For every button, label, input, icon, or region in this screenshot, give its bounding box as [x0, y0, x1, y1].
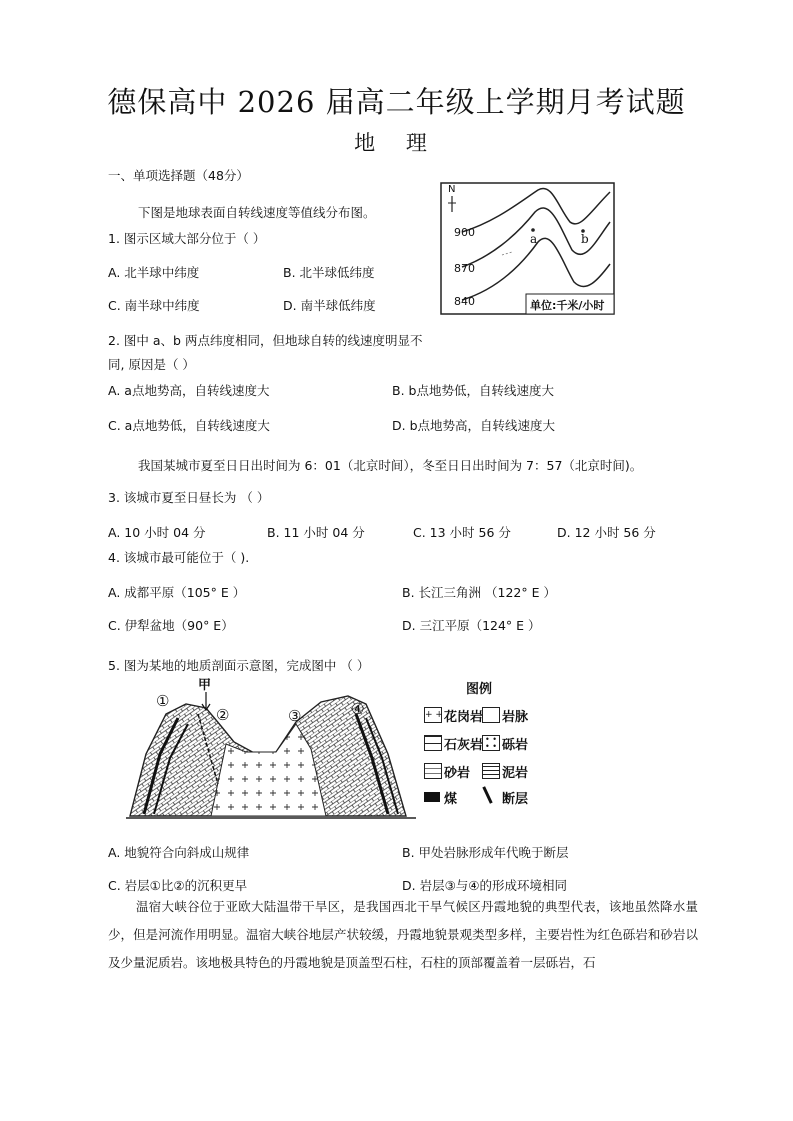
layer-1-label: ①	[156, 692, 170, 710]
legend-dike: 岩脉	[502, 710, 529, 725]
jia-label: 甲	[198, 678, 212, 693]
q5-stem: 5. 图为某地的地质剖面示意图，完成图中 （ ）	[108, 658, 370, 673]
q3-option-a: A. 10 小时 04 分	[108, 525, 206, 540]
q5-option-d: D. 岩层③与④的形成环境相同	[402, 878, 567, 893]
layer-2-label: ②	[216, 706, 230, 724]
page-title: 德保高中 2026 届高二年级上学期月考试题	[107, 85, 686, 119]
q3-stem: 3. 该城市夏至日昼长为 （ ）	[108, 490, 270, 505]
point-b-label: b	[581, 232, 589, 246]
conglomerate-swatch: • • • •	[482, 735, 500, 751]
intro-text-1: 下图是地球表面自转线速度等值线分布图。	[138, 205, 376, 220]
layer-4-label: ④	[351, 700, 365, 718]
q1-stem: 1. 图示区域大部分位于（ ）	[108, 231, 266, 246]
isoline-label-870: 870	[454, 262, 475, 275]
legend-granite: 花岗岩	[444, 710, 484, 725]
dike-swatch	[482, 707, 500, 723]
q2-option-b: B. b点地势低，自转线速度大	[392, 383, 554, 398]
geologic-section-figure	[126, 674, 540, 822]
legend-sandstone: 砂岩	[444, 766, 471, 781]
isoline-label-900: 900	[454, 226, 475, 239]
q2-stem-line2: 同, 原因是（ ）	[108, 357, 195, 372]
isoline-label-840: 840	[454, 295, 475, 308]
q5-option-a: A. 地貌符合向斜成山规律	[108, 845, 250, 860]
point-a-label: a	[530, 232, 538, 246]
q5-option-b: B. 甲处岩脉形成年代晚于断层	[402, 845, 569, 860]
rotation-speed-figure	[440, 182, 615, 315]
q2-option-a: A. a点地势高，自转线速度大	[108, 383, 270, 398]
limestone-swatch	[424, 735, 442, 751]
north-label: N	[448, 184, 456, 195]
legend-mudstone: 泥岩	[502, 766, 529, 781]
q4-option-d: D. 三江平原（124° E ）	[402, 618, 541, 633]
granite-swatch: + +	[424, 707, 442, 723]
q1-option-b: B. 北半球低纬度	[283, 265, 375, 280]
q4-option-a: A. 成都平原（105° E ）	[108, 585, 246, 600]
subject-heading: 地 理	[354, 131, 439, 155]
q4-stem: 4. 该城市最可能位于（ ).	[108, 550, 250, 565]
legend-conglomerate: 砾岩	[502, 738, 529, 753]
q1-option-d: D. 南半球低纬度	[283, 298, 376, 313]
q2-option-c: C. a点地势低，自转线速度大	[108, 418, 270, 433]
sandstone-swatch	[424, 763, 442, 779]
q3-option-b: B. 11 小时 04 分	[267, 525, 365, 540]
intro-text-2: 我国某城市夏至日日出时间为 6：01（北京时间），冬至日日出时间为 7：57（北京时间)。	[138, 458, 643, 473]
q3-option-c: C. 13 小时 56 分	[413, 525, 511, 540]
q1-option-c: C. 南半球中纬度	[108, 298, 200, 313]
q2-option-d: D. b点地势高，自转线速度大	[392, 418, 556, 433]
q4-option-b: B. 长江三角洲 （122° E ）	[402, 585, 556, 600]
reading-passage: 温宿大峡谷位于亚欧大陆温带干旱区，是我国西北干旱气候区丹霞地貌的典型代表，该地虽然降水量少，但是河流作用明显。温宿大峡谷地层产状较缓，丹霞地貌景观类型多样，主要岩性为红色砾岩和砂岩以及少量泥质岩。该地极具特色的丹霞地貌是顶盖型石柱，石柱的顶部覆盖着一层砾岩，石	[108, 899, 698, 970]
q2-stem-line1: 2. 图中 a、b 两点纬度相同，但地球自转的线速度明显不	[108, 333, 423, 348]
legend-limestone: 石灰岩	[444, 738, 484, 753]
layer-3-label: ③	[288, 707, 302, 725]
q5-option-c: C. 岩层①比②的沉积更早	[108, 878, 248, 893]
unit-label: 单位:千米/小时	[530, 299, 605, 312]
legend-title: 图例	[466, 682, 493, 697]
legend-fault: 断层	[502, 792, 529, 807]
q4-option-c: C. 伊犁盆地（90° E）	[108, 618, 234, 633]
legend-coal: 煤	[444, 792, 458, 807]
q3-option-d: D. 12 小时 56 分	[557, 525, 656, 540]
mudstone-swatch	[482, 763, 500, 779]
q1-option-a: A. 北半球中纬度	[108, 265, 200, 280]
coal-swatch	[424, 792, 440, 802]
section-heading: 一、单项选择题（48分）	[108, 168, 249, 183]
